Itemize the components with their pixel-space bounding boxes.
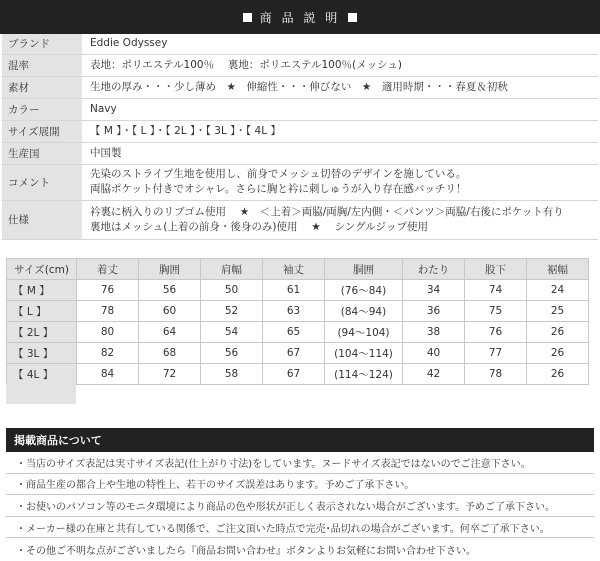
size-row-label: 【 4L 】 <box>7 364 77 385</box>
size-cell: 67 <box>263 343 325 364</box>
spec-label: 生産国 <box>2 142 82 164</box>
size-cell: 34 <box>403 280 465 301</box>
spec-value: 【 M 】・【 L 】・【 2L 】・【 3L 】・【 4L 】 <box>82 120 598 142</box>
size-row-label: 【 L 】 <box>7 301 77 322</box>
square-icon <box>348 13 357 22</box>
spec-value <box>82 164 598 200</box>
spec-value: Eddie Odyssey <box>82 34 598 54</box>
size-cell: 54 <box>201 322 263 343</box>
spec-value <box>82 200 598 239</box>
size-cell: 25 <box>527 301 589 322</box>
spec-row-comment <box>2 164 598 200</box>
notice-title: 掲載商品について <box>14 434 102 447</box>
size-cell: 56 <box>201 343 263 364</box>
size-cell: (94〜104) <box>325 322 403 343</box>
size-cell: 60 <box>139 301 201 322</box>
size-cell: 58 <box>201 364 263 385</box>
size-cell: 50 <box>201 280 263 301</box>
spec-label: コメント <box>2 164 82 200</box>
size-header-cell: サイズ(cm) <box>7 259 77 280</box>
spec-label: サイズ展開 <box>2 120 82 142</box>
size-cell: 84 <box>77 364 139 385</box>
table-row <box>7 280 589 301</box>
size-cell: 42 <box>403 364 465 385</box>
size-cell: 26 <box>527 322 589 343</box>
size-cell: 78 <box>465 364 527 385</box>
table-row <box>7 364 589 385</box>
spec-value-line: 衿裏に柄入りのリブゴム使用 ★ ＜上着＞両脇/両胸/左内側・＜パンツ＞両脇/右後にポケット有り <box>90 205 564 218</box>
table-row <box>7 322 589 343</box>
size-cell: 82 <box>77 343 139 364</box>
spec-value: 表地：ポリエステル100％ 裏地：ポリエステル100％(メッシュ) <box>82 54 598 76</box>
spec-label: 混率 <box>2 54 82 76</box>
size-cell: 76 <box>77 280 139 301</box>
spec-label: ブランド <box>2 34 82 54</box>
size-cell: 64 <box>139 322 201 343</box>
size-row-label: 【 2L 】 <box>7 322 77 343</box>
spec-value: 生地の厚み・・・少し薄め ★ 伸縮性・・・伸びない ★ 適用時期・・・春夏＆初秋 <box>82 76 598 98</box>
size-row-label: 【 M 】 <box>7 280 77 301</box>
spec-row-blend <box>2 54 598 76</box>
header-title: 商 品 説 明 <box>259 10 341 25</box>
list-item: ・商品生産の都合上や生地の特性上、若干のサイズ誤差はあります。予めご了承下さい。 <box>6 474 594 496</box>
size-table-header <box>7 259 589 280</box>
spec-label: 仕様 <box>2 200 82 239</box>
spec-value: 中国製 <box>82 142 598 164</box>
size-cell: 24 <box>527 280 589 301</box>
spec-row-brand <box>2 34 598 54</box>
size-cell: 63 <box>263 301 325 322</box>
list-item: ・当店のサイズ表記は実寸サイズ表記(仕上がり寸法)をしています。ヌードサイズ表記ではないのでご注意下さい。 <box>6 452 594 474</box>
size-cell: 80 <box>77 322 139 343</box>
spec-value-line: 先染のストライプ生地を使用し、前身でメッシュ切替のデザインを施している。 <box>90 168 467 180</box>
size-cell: (114〜124) <box>325 364 403 385</box>
size-cell: 26 <box>527 364 589 385</box>
size-cell: (104〜114) <box>325 343 403 364</box>
size-cell: 61 <box>263 280 325 301</box>
size-cell: 67 <box>263 364 325 385</box>
list-item: ・その他ご不明な点がございましたら『商品お問い合わせ』ボタンよりお気軽にお問い合わせ下さい。 <box>16 545 476 557</box>
size-cell: 65 <box>263 322 325 343</box>
size-header-cell: わたり <box>403 259 465 280</box>
size-cell: 68 <box>139 343 201 364</box>
size-header-cell: 股下 <box>465 259 527 280</box>
square-icon <box>243 13 252 22</box>
size-cell: 26 <box>527 343 589 364</box>
notice-header <box>6 428 594 452</box>
list-item: ・メーカー様の在庫と共有している関係で、ご注文頂いた時点で完売･品切れの場合がございます。何卒ご了承下さい。 <box>6 517 594 539</box>
size-header-cell: 胴囲 <box>325 259 403 280</box>
list-item: ・お使いのパソコン等のモニタ環境により商品の色や形状が正しく表示されない場合がございます。予めご了承下さい。 <box>6 495 594 517</box>
spec-label: 素材 <box>2 76 82 98</box>
spec-value-line: 裏地はメッシュ(上着の前身・後身のみ)使用 ★ シングルジップ使用 <box>90 220 429 233</box>
notice-list <box>6 452 594 560</box>
size-cell: 56 <box>139 280 201 301</box>
spec-row-specification <box>2 200 598 239</box>
size-cell: 74 <box>465 280 527 301</box>
spec-value-line: 両脇ポケット付きでオシャレ。さらに胸と衿に刺しゅうが入り存在感バッチリ！ <box>90 183 467 195</box>
spec-table <box>2 34 598 240</box>
size-header-cell: 着丈 <box>77 259 139 280</box>
size-cell: 40 <box>403 343 465 364</box>
spec-row-color <box>2 98 598 120</box>
size-cell: 52 <box>201 301 263 322</box>
size-header-cell: 袖丈 <box>263 259 325 280</box>
size-header-cell: 胸囲 <box>139 259 201 280</box>
size-cell: 36 <box>403 301 465 322</box>
size-cell: 77 <box>465 343 527 364</box>
size-cell: 76 <box>465 322 527 343</box>
size-cell: 75 <box>465 301 527 322</box>
size-cell: 38 <box>403 322 465 343</box>
product-description-header <box>0 0 600 34</box>
spec-row-sizes <box>2 120 598 142</box>
spec-value: Navy <box>82 98 598 120</box>
spec-label: カラー <box>2 98 82 120</box>
size-cell: (76〜84) <box>325 280 403 301</box>
table-row <box>7 301 589 322</box>
spec-row-material <box>2 76 598 98</box>
size-header-cell: 裾幅 <box>527 259 589 280</box>
size-cell: (84〜94) <box>325 301 403 322</box>
blank-label-cell <box>6 384 76 404</box>
size-row-label: 【 3L 】 <box>7 343 77 364</box>
size-cell: 72 <box>139 364 201 385</box>
size-header-cell: 肩幅 <box>201 259 263 280</box>
size-cell: 78 <box>77 301 139 322</box>
spec-row-origin <box>2 142 598 164</box>
table-row <box>7 343 589 364</box>
size-table <box>6 258 589 385</box>
